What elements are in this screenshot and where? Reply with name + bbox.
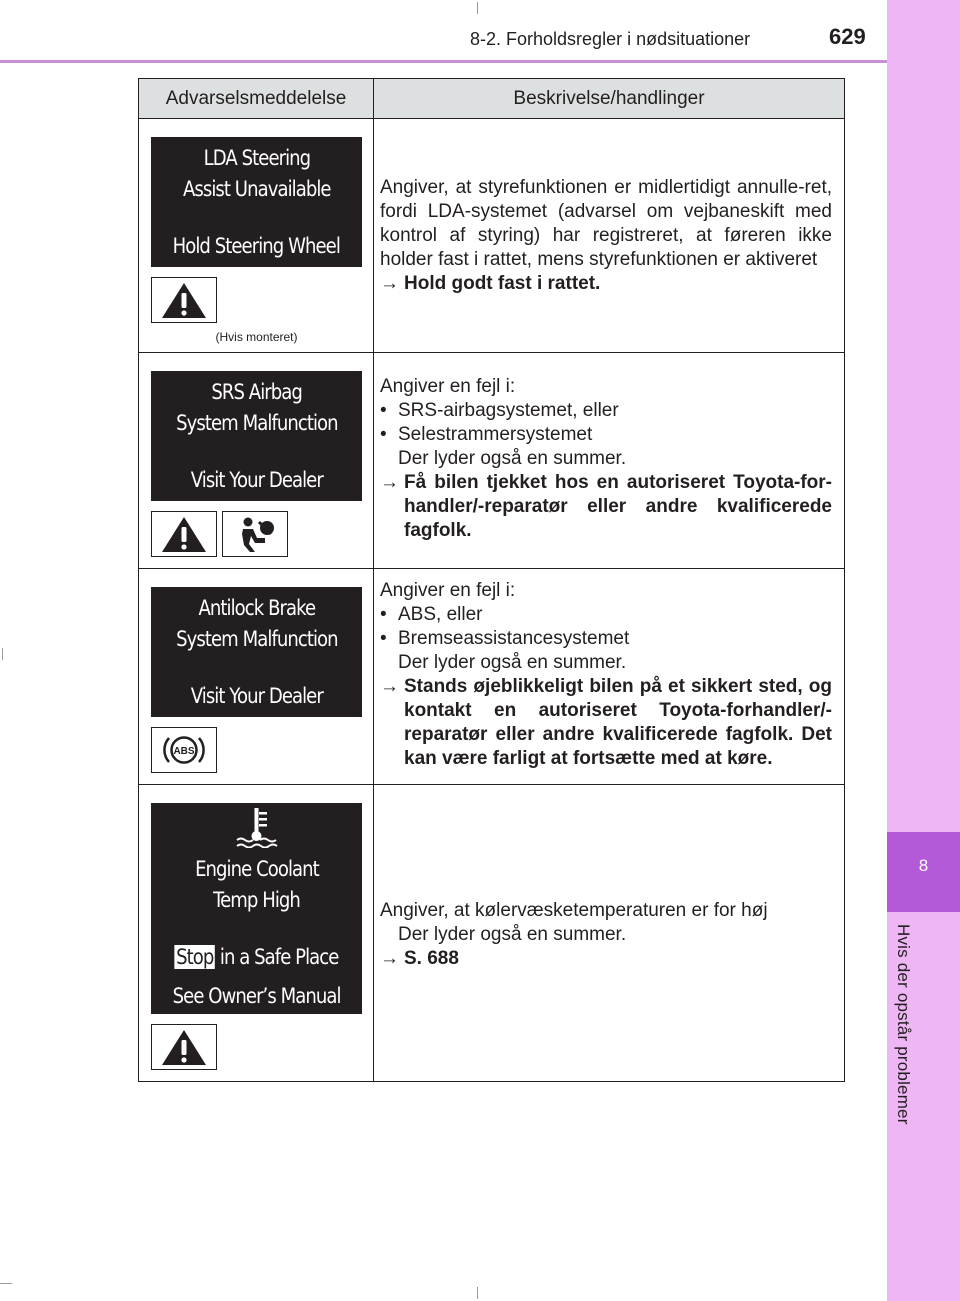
warning-triangle-icon	[151, 277, 217, 323]
display-line: Temp High	[213, 887, 300, 912]
warning-triangle-icon	[151, 1024, 217, 1070]
warning-image-cell	[139, 569, 374, 785]
warning-display	[151, 371, 362, 501]
display-line-rest: in a Safe Place	[219, 944, 339, 969]
crop-mark	[0, 1283, 12, 1284]
crop-mark	[477, 1287, 478, 1299]
display-line: Assist Unavailable	[182, 176, 331, 201]
bullet-text: Selestrammersystemet	[398, 424, 593, 445]
bullet: •	[380, 628, 387, 649]
bullet-text: ABS, eller	[398, 604, 483, 625]
abs-icon-label: ABS	[173, 746, 195, 757]
crop-mark	[477, 2, 478, 14]
bullet: •	[380, 400, 387, 421]
installed-note: (Hvis monteret)	[215, 330, 298, 344]
table-row	[139, 119, 845, 353]
chapter-tab	[887, 832, 960, 912]
bullet: •	[380, 424, 387, 445]
warning-display	[151, 137, 362, 267]
display-line: System Malfunction	[175, 626, 338, 651]
display-line: Visit Your Dealer	[190, 683, 323, 708]
airbag-icon	[222, 511, 288, 557]
display-line: See Owner’s Manual	[172, 983, 341, 1008]
warning-image-cell	[139, 353, 374, 569]
intro-text: Angiver en fejl i:	[380, 580, 516, 601]
warning-triangle-icon	[151, 511, 217, 557]
display-line: LDA Steering	[203, 145, 310, 170]
display-line	[174, 942, 338, 973]
page-number: 629	[829, 24, 866, 49]
arrow-icon: →	[380, 472, 399, 493]
action-text: S. 688	[404, 948, 459, 969]
warning-display	[151, 587, 362, 717]
header-rule	[0, 60, 887, 63]
table-row	[139, 353, 845, 569]
chapter-label: Hvis der opstår problemer	[894, 924, 913, 1125]
sub-text: Der lyder også en summer.	[398, 448, 627, 469]
bullet: •	[380, 604, 387, 625]
arrow-icon: →	[380, 948, 399, 969]
description-cell	[374, 569, 845, 785]
table-row	[139, 569, 845, 785]
display-line: System Malfunction	[175, 410, 338, 435]
display-line: SRS Airbag	[211, 379, 302, 404]
action-text: Stands øjeblikkeligt bilen på et sikkert sted, og kontakt en autoriseret Toyota-forhandler/-reparatør eller andre kvalificerede fagfolk. Det kan være farligt at fortsætte med at køre.	[404, 676, 832, 769]
display-line: Hold Steering Wheel	[172, 233, 341, 258]
chapter-number: 8	[918, 856, 929, 875]
action-text: Hold godt fast i rattet.	[404, 272, 601, 294]
coolant-temperature-icon	[234, 806, 280, 848]
warning-table	[138, 78, 845, 1082]
description-cell	[374, 119, 845, 353]
warning-image-cell	[139, 119, 374, 353]
column-header-warning: Advarselsmeddelelse	[139, 79, 374, 119]
description-text: Angiver, at styrefunktionen er midlertidigt annulle-ret, fordi LDA-systemet (advarsel om vejbaneskift med kontrol af styring) har registreret, at føreren ikke holder fast i rattet, mens styrefunktionen er aktiveret	[380, 176, 832, 270]
table-header-row	[139, 79, 845, 119]
abs-icon	[151, 727, 217, 773]
section-title: 8-2. Forholdsregler i nødsituationer	[470, 29, 751, 49]
warning-image-cell	[139, 785, 374, 1082]
display-line: Antilock Brake	[198, 595, 315, 620]
description-cell	[374, 785, 845, 1082]
description-cell	[374, 353, 845, 569]
sub-text: Der lyder også en summer.	[398, 924, 627, 945]
column-header-description: Beskrivelse/handlinger	[374, 79, 845, 119]
bullet-text: SRS-airbagsystemet, eller	[398, 400, 619, 421]
crop-mark	[2, 648, 3, 660]
bullet-text: Bremseassistancesystemet	[398, 628, 630, 649]
description-text: Angiver, at kølervæsketemperaturen er for høj	[380, 900, 768, 921]
arrow-icon: →	[380, 272, 399, 294]
sub-text: Der lyder også en summer.	[398, 652, 627, 673]
action-text: Få bilen tjekket hos en autoriseret Toyota-for-handler/-reparatør eller andre kvalificerede fagfolk.	[404, 472, 832, 541]
stop-highlight: Stop	[176, 944, 214, 969]
display-line: Engine Coolant	[194, 856, 319, 881]
warning-display	[151, 803, 362, 1014]
intro-text: Angiver en fejl i:	[380, 376, 516, 397]
display-line: Visit Your Dealer	[190, 467, 323, 492]
arrow-icon: →	[380, 676, 399, 697]
table-row	[139, 785, 845, 1082]
